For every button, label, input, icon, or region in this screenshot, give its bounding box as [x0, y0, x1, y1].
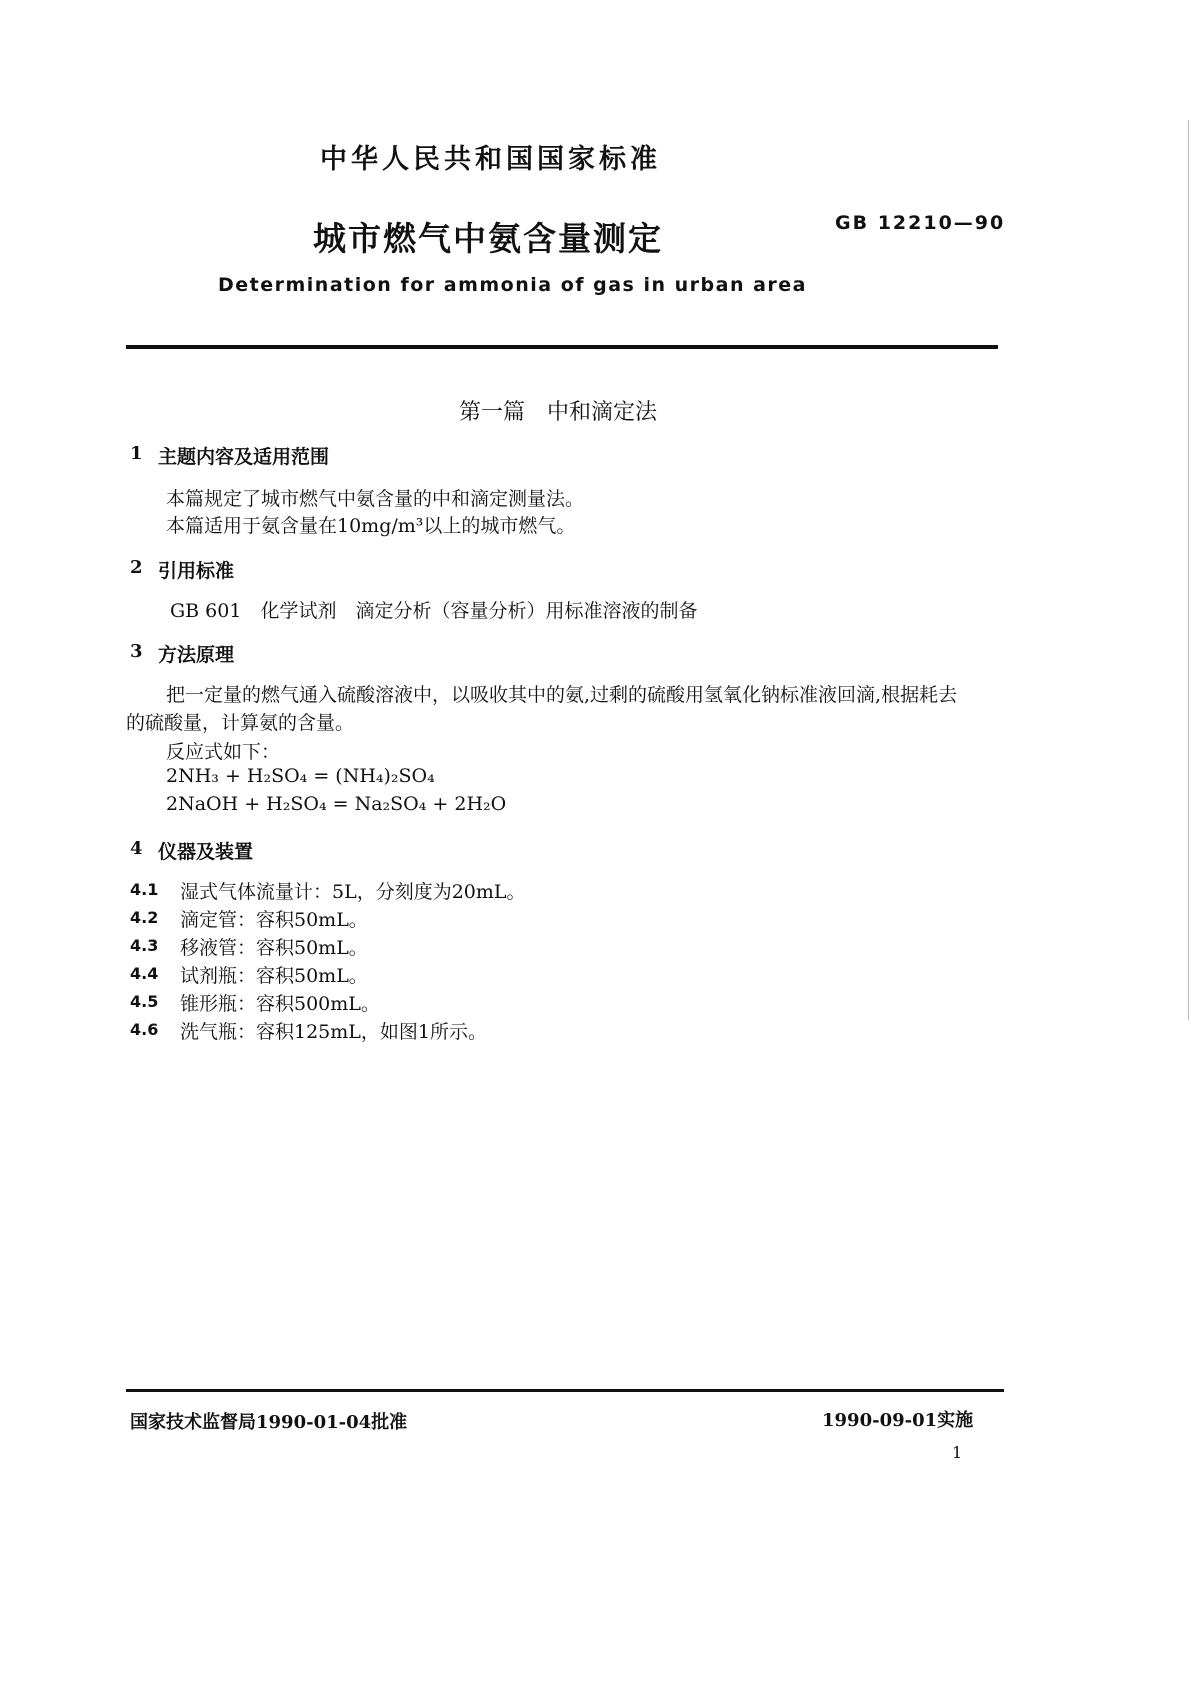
- page-number: 1: [952, 1443, 963, 1462]
- item-number: 4.3: [130, 936, 159, 955]
- chemical-equation: 2NH₃ + H₂SO₄ = (NH₄)₂SO₄: [166, 765, 435, 787]
- item-number: 4.1: [130, 880, 159, 899]
- paragraph: 把一定量的燃气通入硫酸溶液中，以吸收其中的氨,过剩的硫酸用氢氧化钠标准液回滴,根据耗去: [166, 684, 958, 706]
- paragraph: 本篇规定了城市燃气中氨含量的中和滴定测量法。: [166, 488, 585, 510]
- scan-edge: [1188, 120, 1189, 1020]
- section-heading: 主题内容及适用范围: [158, 446, 330, 468]
- list-item: 湿式气体流量计：5L，分刻度为20mL。: [180, 881, 526, 903]
- paragraph: 本篇适用于氨含量在10mg/m³以上的城市燃气。: [166, 515, 576, 537]
- item-number: 4.2: [130, 908, 159, 927]
- section-number: 3: [130, 641, 143, 662]
- section-heading: 方法原理: [158, 644, 235, 666]
- standard-code: GB 12210—90: [835, 212, 1006, 234]
- effective-date: 1990-09-01实施: [822, 1410, 974, 1431]
- item-number: 4.6: [130, 1020, 159, 1039]
- list-item: 移液管：容积50mL。: [180, 937, 368, 959]
- item-number: 4.5: [130, 992, 159, 1011]
- section-number: 2: [130, 557, 143, 578]
- header-rule: [126, 345, 998, 349]
- section-number: 1: [130, 443, 143, 464]
- list-item: 滴定管：容积50mL。: [180, 909, 368, 931]
- normative-reference: GB 601 化学试剂 滴定分析（容量分析）用标准溶液的制备: [170, 600, 698, 622]
- paragraph: 的硫酸量，计算氨的含量。: [126, 712, 355, 734]
- section-heading: 引用标准: [158, 560, 235, 582]
- list-item: 洗气瓶：容积125mL，如图1所示。: [180, 1021, 487, 1043]
- section-number: 4: [130, 838, 143, 859]
- paragraph: 反应式如下：: [166, 741, 281, 763]
- part-title: 第一篇 中和滴定法: [459, 400, 658, 425]
- section-heading: 仪器及装置: [158, 841, 254, 863]
- list-item: 试剂瓶：容积50mL。: [180, 965, 368, 987]
- national-standard-title: 中华人民共和国国家标准: [320, 144, 661, 175]
- item-number: 4.4: [130, 964, 159, 983]
- document-title-en: Determination for ammonia of gas in urban area: [218, 274, 807, 296]
- document-title-cn: 城市燃气中氨含量测定: [313, 219, 663, 258]
- footer-rule: [126, 1389, 1004, 1392]
- list-item: 锥形瓶：容积500mL。: [180, 993, 380, 1015]
- approval-line: 国家技术监督局1990-01-04批准: [130, 1412, 408, 1433]
- chemical-equation: 2NaOH + H₂SO₄ = Na₂SO₄ + 2H₂O: [166, 793, 507, 815]
